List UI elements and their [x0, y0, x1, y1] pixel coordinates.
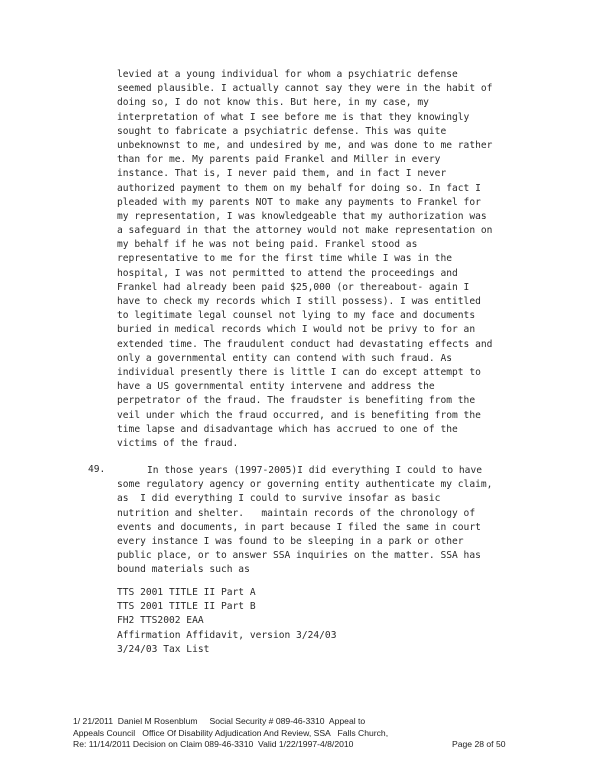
text-line: levied at a young individual for whom a psychiatric defense	[117, 69, 458, 80]
text-line: every instance I was found to be sleeping in a park or other	[117, 535, 464, 547]
text-line: Frankel had already been paid $25,000 (or thereabout- again I	[117, 281, 470, 293]
text-line: hospital, I was not permitted to attend the proceedings and	[117, 267, 458, 279]
paragraph-number: 49.	[88, 464, 106, 475]
text-line: my behalf if he was not being paid. Frankel stood as	[117, 239, 418, 251]
text-line: my representation, I was knowledgeable that my authorization was	[117, 210, 487, 222]
text-line: individual presently there is little I can do except attempt to	[117, 366, 481, 378]
list-item: TTS 2001 TITLE II Part A	[117, 587, 256, 598]
footer-line: 1/ 21/2011 Daniel M Rosenblum Social Security # 089-46-3310 Appeal to	[73, 716, 366, 726]
text-line: extended time. The fraudulent conduct had devastating effects and	[117, 338, 493, 350]
list-item: Affirmation Affidavit, version 3/24/03	[117, 629, 337, 641]
text-line: to legitimate legal counsel not lying to my face and documents	[117, 310, 476, 322]
paragraph-48-continuation	[117, 68, 585, 451]
text-line: some regulatory agency or governing entity authenticate my claim,	[117, 479, 493, 491]
text-line: interpretation of what I see before me is that they knowingly	[117, 111, 470, 123]
text-line: public place, or to answer SSA inquiries on the matter. SSA has	[117, 550, 481, 562]
document-list	[117, 586, 337, 657]
text-line: veil under which the fraud occurred, and is benefiting from the	[117, 409, 481, 421]
text-line: have to check my records which I still possess). I was entitled	[117, 296, 481, 307]
text-line: sought to fabricate a psychiatric defense. This was quite	[117, 125, 447, 137]
text-line: perpetrator of the fraud. The fraudster is benefiting from the	[117, 395, 476, 407]
list-item: TTS 2001 TITLE II Part B	[117, 601, 256, 613]
page-number: Page 28 of 50	[452, 739, 506, 749]
text-line: victims of the fraud.	[117, 437, 239, 449]
text-line: In those years (1997-2005)I did everything I could to have	[147, 465, 483, 476]
list-item: 3/24/03 Tax List	[117, 643, 210, 655]
text-line: seemed plausible. I actually cannot say they were in the habit of	[117, 83, 493, 95]
text-line: bound materials such as	[117, 564, 250, 576]
text-line: doing so, I do not know this. But here, in my case, my	[117, 97, 429, 109]
text-line: buried in medical records which I would not be privy to for an	[117, 324, 476, 336]
text-line: have a US governmental entity intervene and address the	[117, 381, 435, 393]
text-line: as I did everything I could to survive insofar as basic	[117, 493, 441, 505]
text-line: events and documents, in part because I filed the same in court	[117, 521, 481, 533]
text-line: only a governmental entity can contend with such fraud. As	[117, 352, 453, 364]
text-line: instance. That is, I never paid them, and in fact I never	[117, 168, 447, 180]
text-line: nutrition and shelter. maintain records of the chronology of	[117, 507, 476, 519]
text-line: unbeknownst to me, and undesired by me, and was done to me rather	[117, 139, 493, 151]
text-line: pleaded with my parents NOT to make any payments to Frankel for	[117, 196, 481, 208]
text-line: authorized payment to them on my behalf for doing so. In fact I	[117, 182, 481, 194]
footer-line: Re: 11/14/2011 Decision on Claim 089-46-3310 Valid 1/22/1997-4/8/2010	[73, 739, 354, 749]
text-line: than for me. My parents paid Frankel and Miller in every	[117, 154, 441, 166]
text-line: time lapse and disadvantage which has accrued to one of the	[117, 423, 458, 435]
list-item: FH2 TTS2002 EAA	[117, 615, 204, 627]
paragraph-49	[117, 464, 585, 578]
text-line: a safeguard in that the attorney would not make representation on	[117, 225, 493, 237]
text-line: representative to me for the first time while I was in the	[117, 253, 453, 265]
footer-line: Appeals Council Office Of Disability Adjudication And Review, SSA Falls Church,	[73, 727, 389, 738]
